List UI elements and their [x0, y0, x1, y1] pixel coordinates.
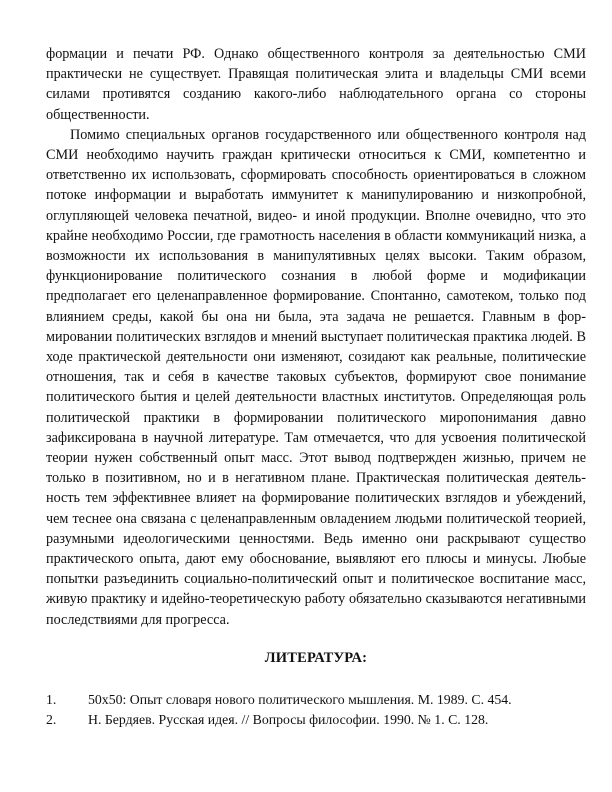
- references-list: [46, 690, 586, 730]
- reference-item: [46, 690, 586, 710]
- reference-text: Н. Бердяев. Русская идея. // Вопросы философии. 1990. № 1. С. 128.: [88, 711, 489, 727]
- body-paragraph: Помимо специальных органов государственного или общественного контроля над СМИ необходимо научить граждан критически относиться к СМИ, компетентно и ответственно их использовать, сформировать способность ориентироваться в сложном потоке информации и выработать иммунитет к манипулированию и низкопробной, оглупляющей человека печатной, видео- и иной продукции. Вполне очевидно, что это крайне необходимо России, где грамотность населения в области коммуникаций низка, а возможности их использования в манипулятивных целях высоки. Таким образом, функционирование политического сознания в любой форме и модификации предполагает его целенаправленное формирование. Спонтанно, самотеком, только под влиянием среды, какой бы она ни была, эта задача не решается. Главным в формировании политических взглядов и мнений выступает политическая практика людей. В ходе практической деятельности они изменяют, созидают как реальные, политические отношения, так и себя в качестве таковых субъектов, формируют свое понимание политического бытия и целей деятельности властных институтов. Определяющая роль политической практики в формировании политического миропонимания давно зафиксирована в научной литературе. Там отмечается, что для усвоения политической теории нужен собственный опыт масс. Этот вывод подтвержден жизнью, причем не только в позитивном, но и в негативном плане. Практическая политическая деятельность тем эффективнее влияет на формирование политических взглядов и убеждений, чем теснее она связана с целенаправленным овладением людьми политической теорией, разумными идеологическими ценностями. Ведь именно они раскрывают существо практического опыта, дают ему обоснование, выявляют его плюсы и минусы. Любые попытки разъединить социально-политический опыт и политическое воспитание масс, живую практику и идейно-теоретическую работу обязательно сказываются негативными последствиями для прогресса.: [46, 126, 586, 628]
- reference-text: 50х50: Опыт словаря нового политического мышления. М. 1989. С. 454.: [88, 691, 512, 707]
- reference-item: [46, 710, 586, 730]
- document-page: [46, 44, 586, 730]
- reference-number: 1.: [46, 691, 57, 707]
- references-heading: ЛИТЕРАТУРА:: [264, 649, 368, 666]
- body-paragraph-continued: формации и печати РФ. Однако общественного контроля за деятельностью СМИ практически не существует. Правящая политическая элита и владельцы СМИ всеми силами противятся созданию какого-либо наблюдательного органа со стороны общественности.: [46, 46, 586, 123]
- reference-number: 2.: [46, 711, 57, 727]
